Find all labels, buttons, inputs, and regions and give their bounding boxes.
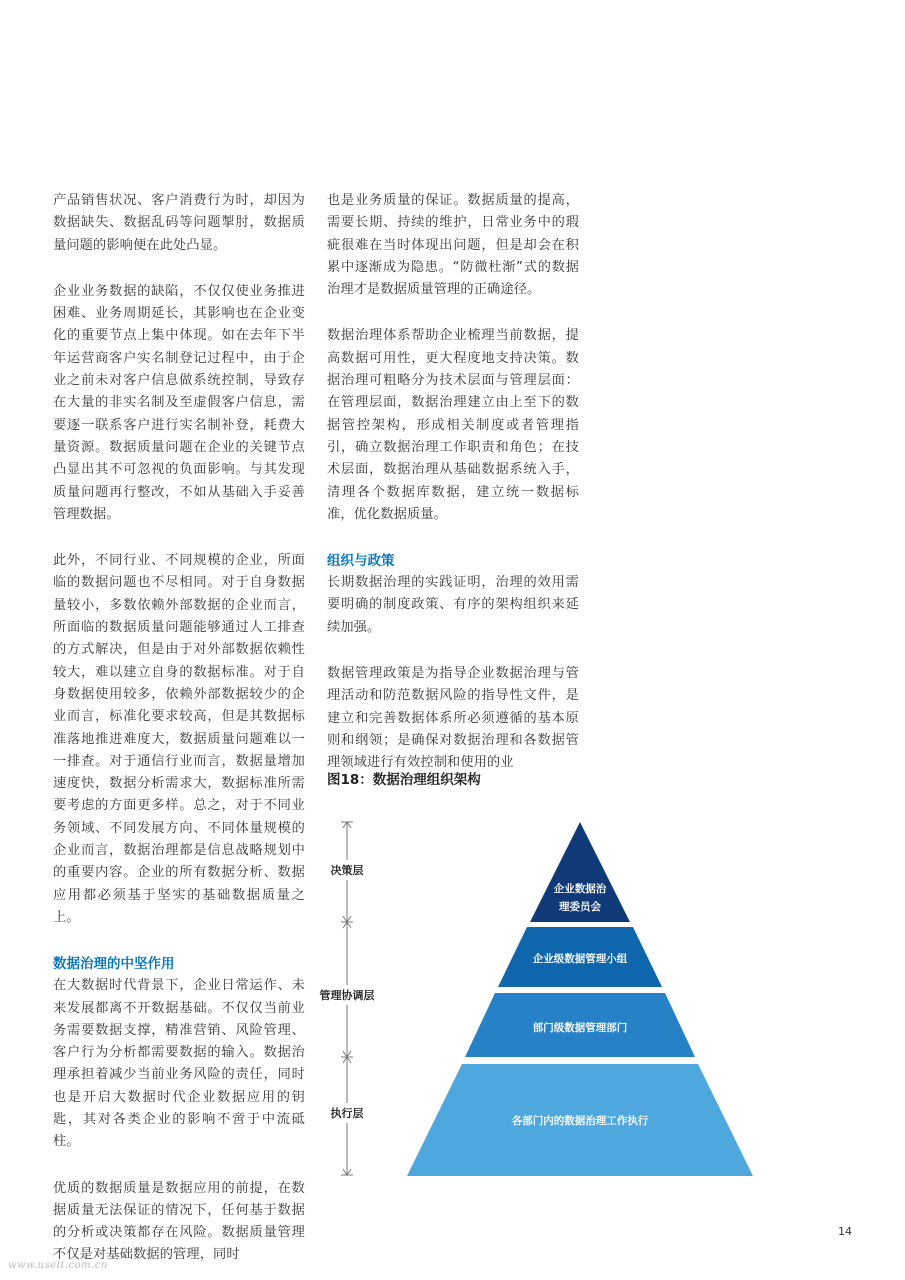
- watermark: www.uselt.com.cn: [8, 1260, 108, 1271]
- execution-level-label: 执行层: [330, 1107, 364, 1120]
- governance-pyramid-diagram: [300, 810, 760, 1185]
- tier-execution-label: 各部门内的数据治理工作执行: [511, 1115, 649, 1127]
- tier-committee-label-line2: 理委员会: [559, 901, 601, 913]
- body-paragraph: 在大数据时代背景下，企业日常运作、未来发展都离不开数据基础。不仅仅当前业务需要数据支撑，精准营销、风险管理、客户行为分析都需要数据的输入。数据治理承担着减少当前业务风险的责任，同时也是开启大数据时代企业数据应用的钥匙，其对各类企业的影响不啻于中流砥柱。: [53, 978, 305, 1150]
- left-column: [53, 190, 305, 1267]
- right-column: [327, 190, 579, 775]
- tier-enterprise-group-label: 企业级数据管理小组: [532, 953, 628, 965]
- body-paragraph: 产品销售状况、客户消费行为时，却因为数据缺失、数据乱码等问题掣肘，数据质量问题的影响便在此处凸显。: [53, 193, 305, 253]
- body-paragraph: 也是业务质量的保证。数据质量的提高，需要长期、持续的维护，日常业务中的瑕疵很难在当时体现出问题，但是却会在积累中逐渐成为隐患。“防微杜渐”式的数据治理才是数据质量管理的正确途径。: [327, 193, 579, 298]
- section-heading: 数据治理的中坚作用: [53, 956, 175, 973]
- body-paragraph: 优质的数据质量是数据应用的前提，在数据质量无法保证的情况下，任何基于数据的分析或决策都存在风险。数据质量管理不仅是对基础数据的管理，同时: [53, 1180, 305, 1263]
- tier-department-label: 部门级数据管理部门: [532, 1022, 628, 1034]
- tier-committee-label-line1: 企业数据治: [553, 883, 607, 895]
- body-paragraph: 数据管理政策是为指导企业数据治理与管理活动和防范数据风险的指导性文件，是建立和完善数据体系所必须遵循的基本原则和纲领；是确保对数据治理和各数据管理领域进行有效控制和使用的业: [327, 666, 579, 771]
- management-level-label: 管理协调层: [319, 989, 375, 1002]
- body-paragraph: 企业业务数据的缺陷，不仅仅使业务推进困难、业务周期延长，其影响也在企业变化的重要节点上集中体现。如在去年下半年运营商客户实名制登记过程中，由于企业之前未对客户信息做系统控制，导致存在大量的非实名制及至虚假客户信息，需要逐一联系客户进行实名制补登，耗费大量资源。数据质量问题在企业的关键节点凸显出其不可忽视的负面影响。与其发现质量问题再行整改，不如从基础入手妥善管理数据。: [53, 283, 305, 522]
- page-number: 14: [838, 1225, 852, 1238]
- body-paragraph: 数据治理体系帮助企业梳理当前数据，提高数据可用性，更大程度地支持决策。数据治理可粗略分为技术层面与管理层面：在管理层面，数据治理建立由上至下的数据管控架构，形成相关制度或者管理指引，确立数据治理工作职责和角色；在技术层面，数据治理从基础数据系统入手，清理各个数据库数据，建立统一数据标准，优化数据质量。: [327, 328, 579, 522]
- body-paragraph: 长期数据治理的实践证明，治理的效用需要明确的制度政策、有序的架构组织来延续加强。: [327, 575, 579, 635]
- figure-title: 图18：数据治理组织架构: [327, 772, 481, 788]
- decision-level-label: 决策层: [330, 864, 364, 877]
- body-paragraph: 此外，不同行业、不同规模的企业，所面临的数据问题也不尽相同。对于自身数据量较小，多数依赖外部数据的企业而言，所面临的数据质量问题能够通过人工排查的方式解决，但是由于对外部数据依赖性较大，难以建立自身的数据标准。对于自身数据使用较多，依赖外部数据较少的企业而言，标准化要求较高，但是其数据标准落地推进难度大，数据质量问题难以一一排查。对于通信行业而言，数据量增加速度快，数据分析需求大，数据标准所需要考虑的方面更多样。总之，对于不同业务领域、不同发展方向、不同体量规模的企业而言，数据治理都是信息战略规划中的重要内容。企业的所有数据分析、数据应用都必须基于坚实的基础数据质量之上。: [53, 553, 305, 925]
- section-heading: 组织与政策: [327, 553, 395, 570]
